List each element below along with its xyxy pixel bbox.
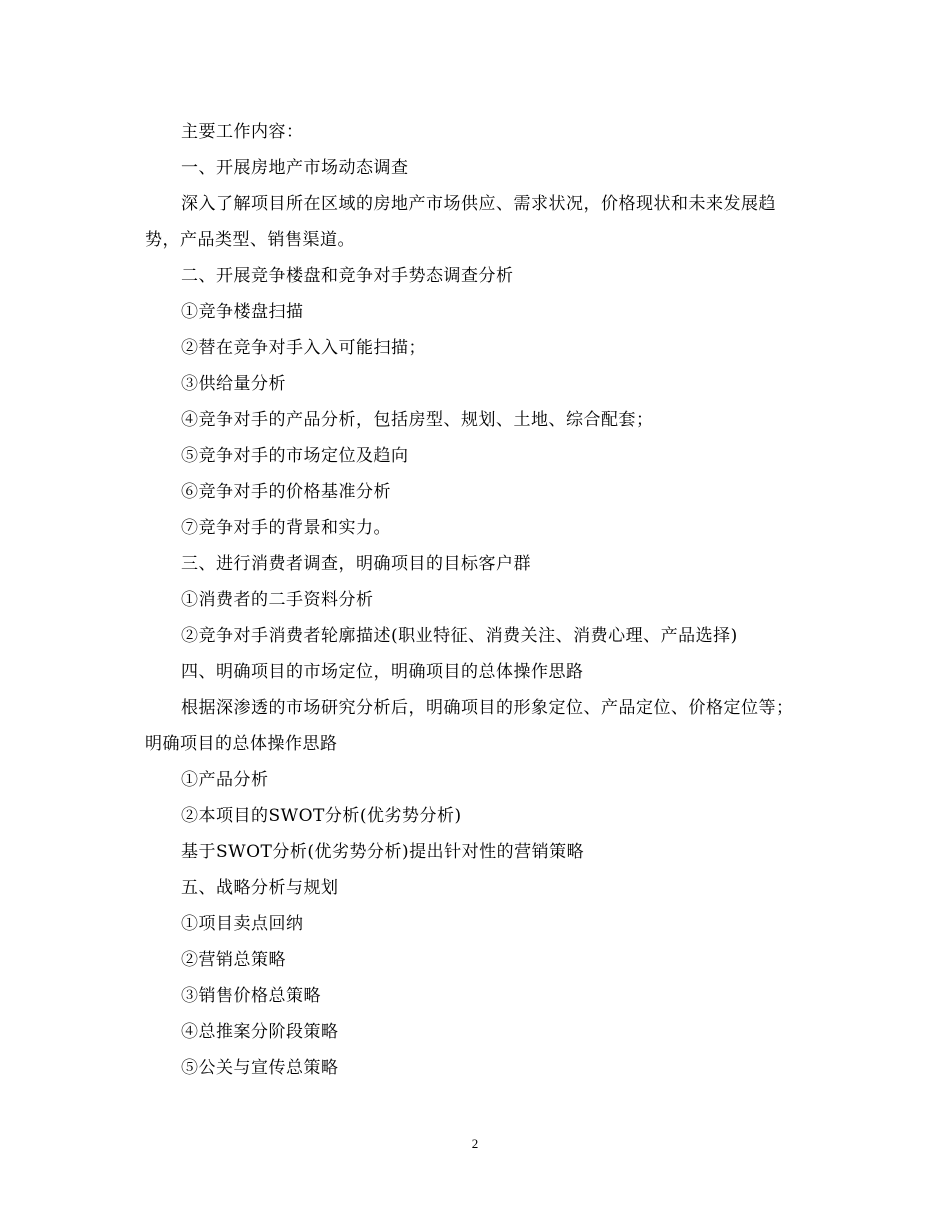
list-item: ②本项目的SWOT分析(优劣势分析) — [181, 806, 462, 826]
list-item: ⑥竞争对手的价格基准分析 — [181, 482, 391, 502]
list-item: ③销售价格总策略 — [181, 986, 321, 1006]
list-item: ③供给量分析 — [181, 374, 286, 394]
list-item: ⑤竞争对手的市场定位及趋向 — [181, 446, 409, 466]
list-item: ①项目卖点回纳 — [181, 914, 304, 934]
list-item: ②替在竞争对手入入可能扫描； — [181, 338, 426, 358]
paragraph: 深入了解项目所在区域的房地产市场供应、需求状况，价格现状和未来发展趋势，产品类型、销售渠道。 — [145, 194, 776, 250]
page-number: 2 — [471, 1136, 479, 1151]
list-item: ①消费者的二手资料分析 — [181, 590, 374, 610]
list-item: ⑦竞争对手的背景和实力。 — [181, 518, 391, 538]
list-item: ⑤公关与宣传总策略 — [181, 1058, 339, 1078]
document-body — [145, 114, 805, 1086]
list-item: ①产品分析 — [181, 770, 269, 790]
list-item: ④总推案分阶段策略 — [181, 1022, 339, 1042]
list-item: ②营销总策略 — [181, 950, 286, 970]
paragraph: 根据深渗透的市场研究分析后，明确项目的形象定位、产品定位、价格定位等；明确项目的总体操作思路 — [145, 698, 794, 754]
paragraph: 主要工作内容： — [181, 122, 304, 142]
list-item: ④竞争对手的产品分析，包括房型、规划、土地、综合配套； — [181, 410, 654, 430]
list-item: ②竞争对手消费者轮廓描述(职业特征、消费关注、消费心理、产品选择) — [181, 626, 738, 646]
list-item: ①竞争楼盘扫描 — [181, 302, 304, 322]
section-heading: 二、开展竞争楼盘和竞争对手势态调查分析 — [181, 266, 514, 286]
paragraph: 基于SWOT分析(优劣势分析)提出针对性的营销策略 — [181, 842, 585, 862]
section-heading: 四、明确项目的市场定位，明确项目的总体操作思路 — [181, 662, 584, 682]
section-heading: 一、开展房地产市场动态调查 — [181, 158, 409, 178]
section-heading: 三、进行消费者调查，明确项目的目标客户群 — [181, 554, 531, 574]
section-heading: 五、战略分析与规划 — [181, 878, 339, 898]
